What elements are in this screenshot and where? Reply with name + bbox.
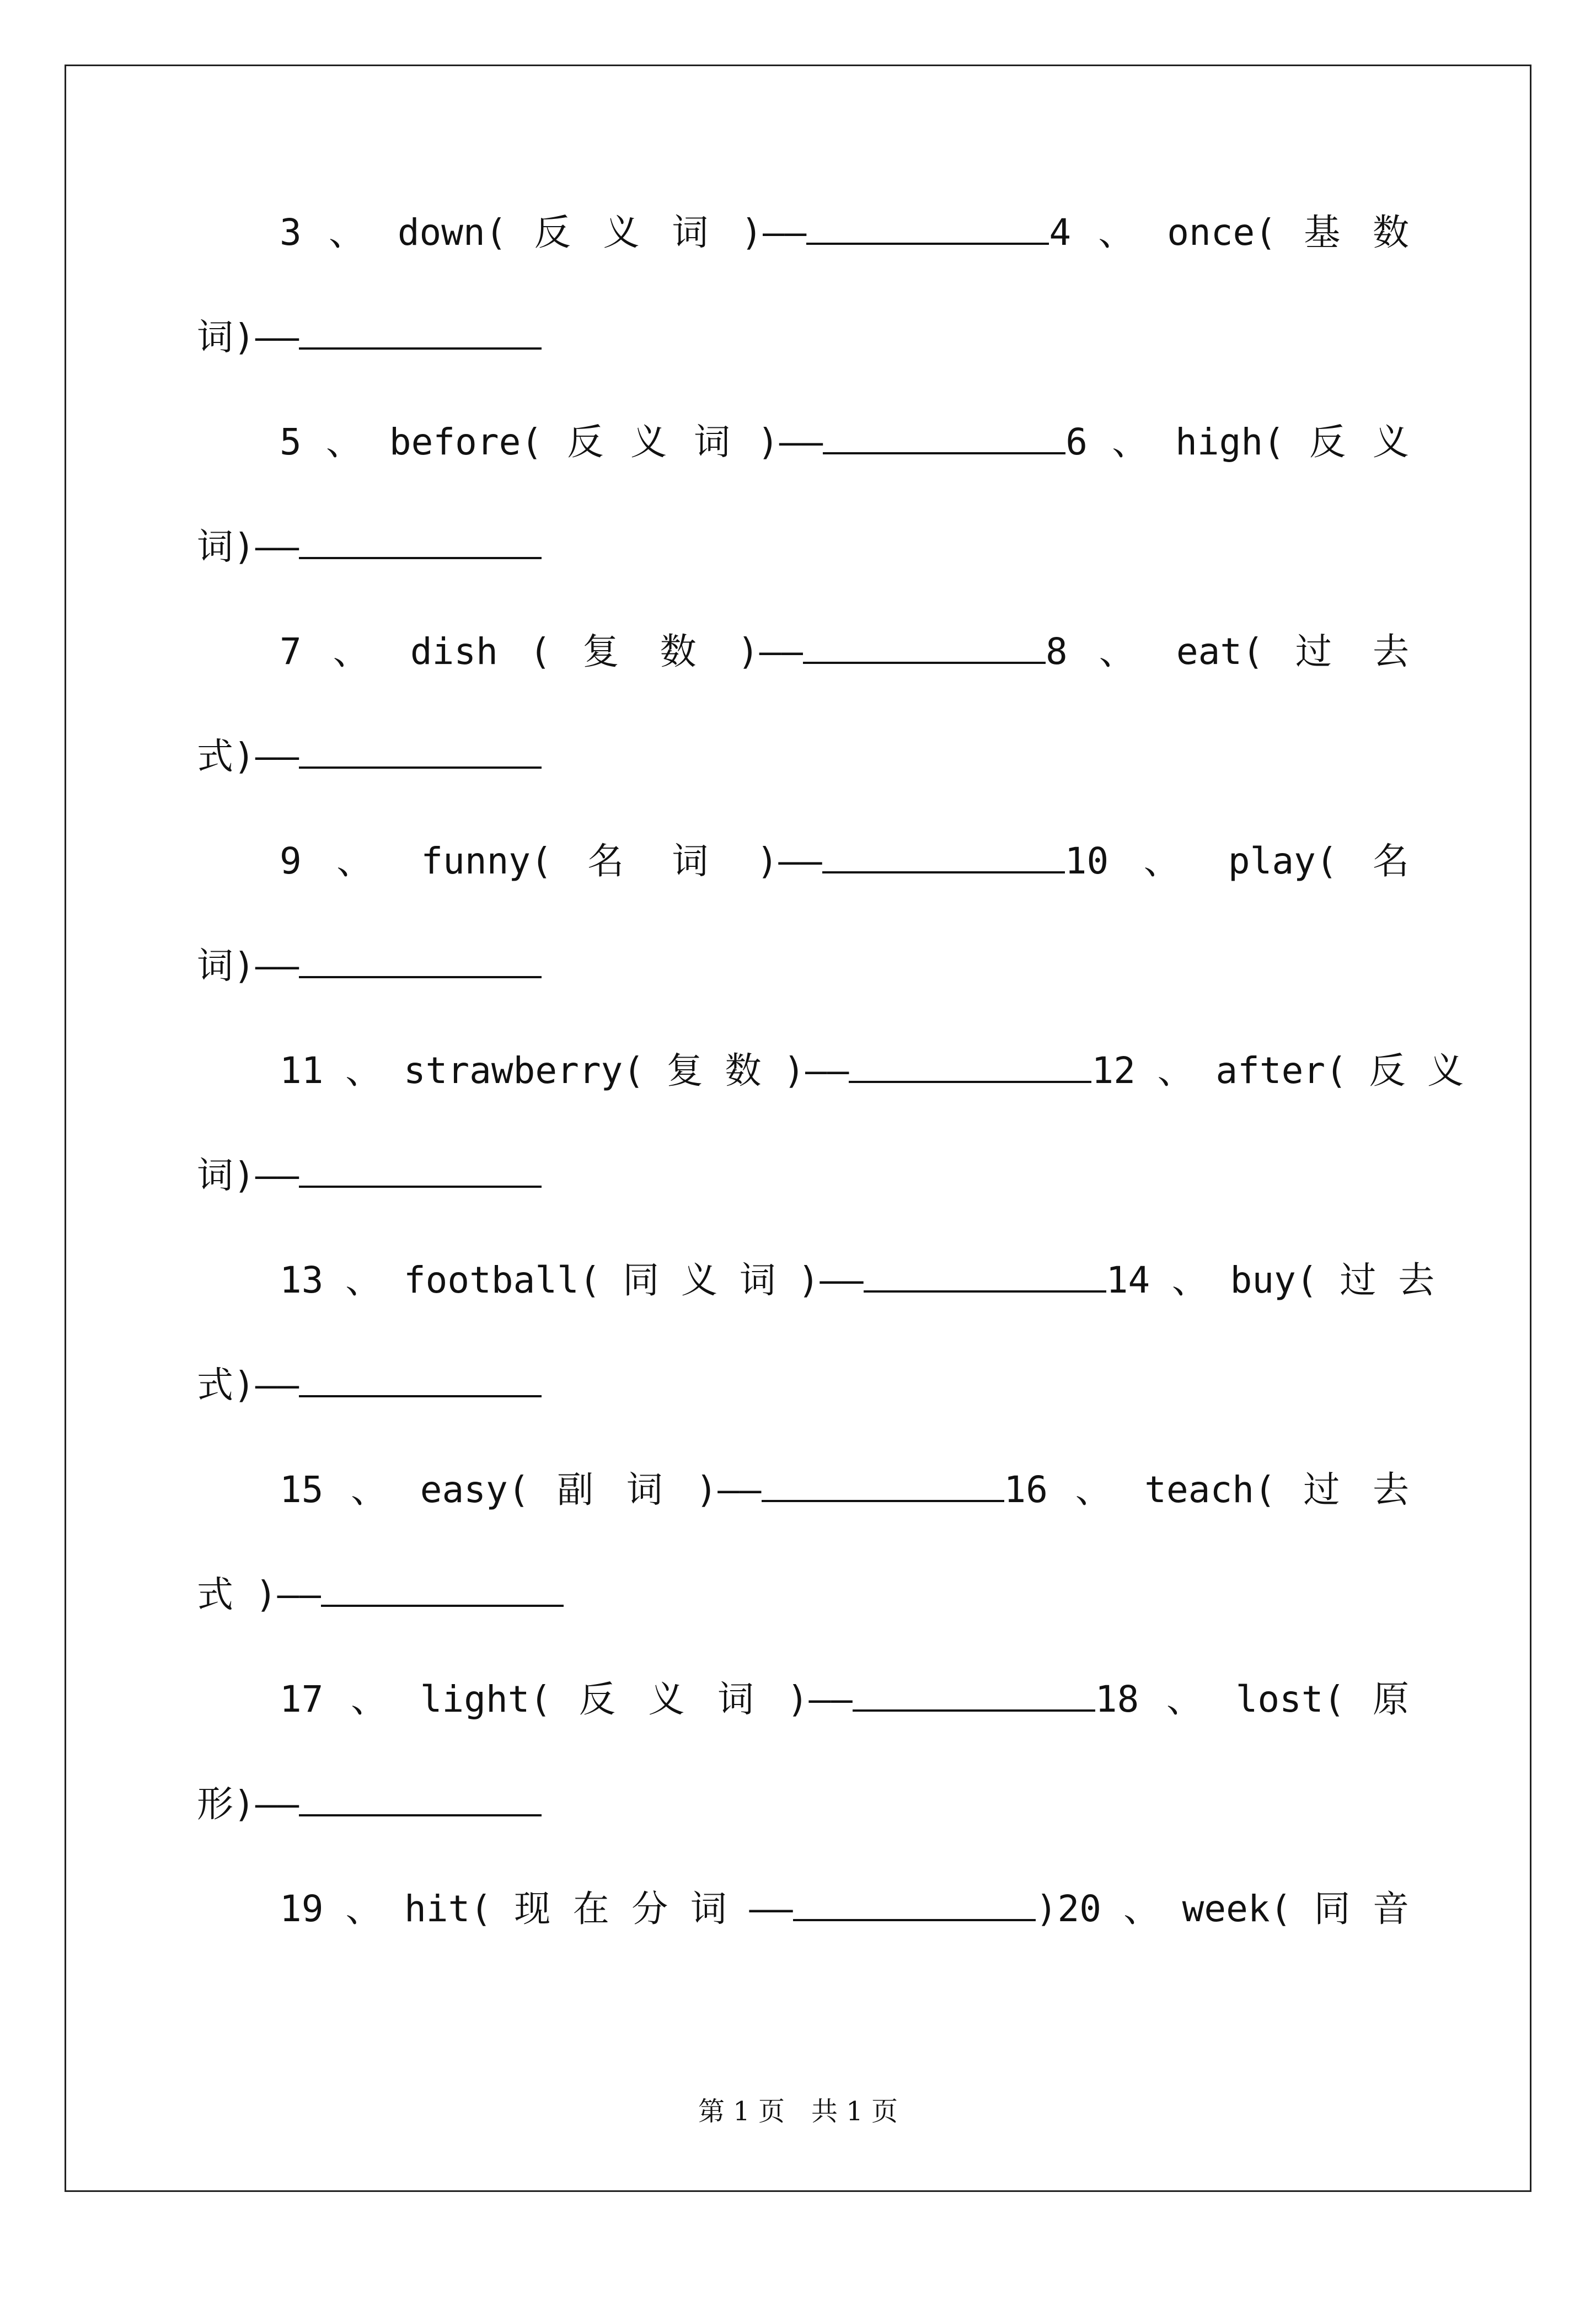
answer-blank-17[interactable] <box>853 1676 1095 1712</box>
exercise-16-prompt: 16 、 teach( 过 去 <box>1004 1468 1410 1511</box>
page-frame <box>65 65 1531 2192</box>
exercise-8-prompt: 8 、 eat( 过 去 <box>1046 630 1410 673</box>
answer-blank-10[interactable] <box>299 943 542 978</box>
exercise-20-prompt: )20 、 week( 同 音 <box>1035 1888 1410 1930</box>
exercise-line-continued <box>197 733 1409 779</box>
exercise-line <box>197 838 1409 883</box>
exercise-7-prompt: 7 、 dish ( 复 数 )—— <box>280 630 804 673</box>
exercise-10-prompt-end: 词)—— <box>197 945 299 987</box>
exercise-line-continued <box>197 1781 1409 1826</box>
answer-blank-6[interactable] <box>299 524 542 559</box>
answer-blank-14[interactable] <box>299 1362 542 1397</box>
exercise-line <box>197 1676 1409 1722</box>
exercise-6-prompt-end: 词)—— <box>197 526 299 568</box>
answer-blank-12[interactable] <box>299 1152 542 1188</box>
exercise-line <box>197 1467 1409 1512</box>
exercise-3-prompt: 3 、 down( 反 义 词 )—— <box>280 211 807 254</box>
exercise-11-prompt: 11 、 strawberry( 复 数 )—— <box>280 1049 849 1092</box>
answer-blank-8[interactable] <box>299 733 542 769</box>
exercise-12-prompt-end: 词)—— <box>197 1154 299 1197</box>
exercise-18-prompt-end: 形)—— <box>197 1783 299 1825</box>
exercise-18-prompt: 18 、 lost( 原 <box>1095 1678 1409 1720</box>
exercise-line <box>197 1048 1464 1093</box>
answer-blank-15[interactable] <box>762 1467 1004 1502</box>
answer-blank-7[interactable] <box>803 629 1046 664</box>
answer-blank-19[interactable] <box>793 1886 1036 1921</box>
exercise-line <box>197 1257 1435 1302</box>
exercise-line-continued <box>197 1152 1409 1198</box>
exercise-line-continued <box>197 1362 1409 1407</box>
exercise-line-continued <box>197 943 1409 988</box>
exercise-4-prompt: 4 、 once( 基 数 <box>1049 211 1410 254</box>
exercise-10-prompt: 10 、 play( 名 <box>1064 840 1410 882</box>
answer-blank-18[interactable] <box>299 1781 542 1816</box>
exercise-line <box>197 629 1409 674</box>
answer-blank-16[interactable] <box>321 1572 564 1607</box>
exercise-17-prompt: 17 、 light( 反 义 词 )—— <box>280 1678 853 1720</box>
exercise-12-prompt: 12 、 after( 反 义 <box>1091 1049 1464 1092</box>
exercise-19-prompt: 19 、 hit( 现 在 分 词 —— <box>280 1888 793 1930</box>
exercise-line-continued <box>197 314 1409 360</box>
answer-blank-4[interactable] <box>299 314 542 350</box>
exercise-9-prompt: 9 、 funny( 名 词 )—— <box>280 840 822 882</box>
answer-blank-3[interactable] <box>806 210 1049 245</box>
exercise-line <box>197 210 1409 255</box>
exercise-5-prompt: 5 、 before( 反 义 词 )—— <box>280 421 823 463</box>
exercise-line-continued <box>197 524 1409 569</box>
exercise-15-prompt: 15 、 easy( 副 词 )—— <box>280 1468 762 1511</box>
answer-blank-5[interactable] <box>823 419 1065 454</box>
exercise-line-continued <box>197 1572 1409 1617</box>
answer-blank-11[interactable] <box>849 1048 1091 1083</box>
answer-blank-13[interactable] <box>864 1257 1106 1293</box>
exercise-line <box>197 419 1409 464</box>
exercise-8-prompt-end: 式)—— <box>197 735 299 778</box>
exercise-14-prompt-end: 式)—— <box>197 1364 299 1406</box>
exercise-14-prompt: 14 、 buy( 过 去 <box>1106 1259 1435 1301</box>
exercise-6-prompt: 6 、 high( 反 义 <box>1065 421 1409 463</box>
exercise-4-prompt-end: 词)—— <box>197 316 299 358</box>
exercise-line <box>197 1886 1409 1931</box>
page-footer: 第 1 页 共 1 页 <box>698 2096 898 2127</box>
exercise-16-prompt-end: 式 )—— <box>197 1573 321 1616</box>
exercise-13-prompt: 13 、 football( 同 义 词 )—— <box>280 1259 864 1301</box>
answer-blank-9[interactable] <box>822 838 1065 873</box>
